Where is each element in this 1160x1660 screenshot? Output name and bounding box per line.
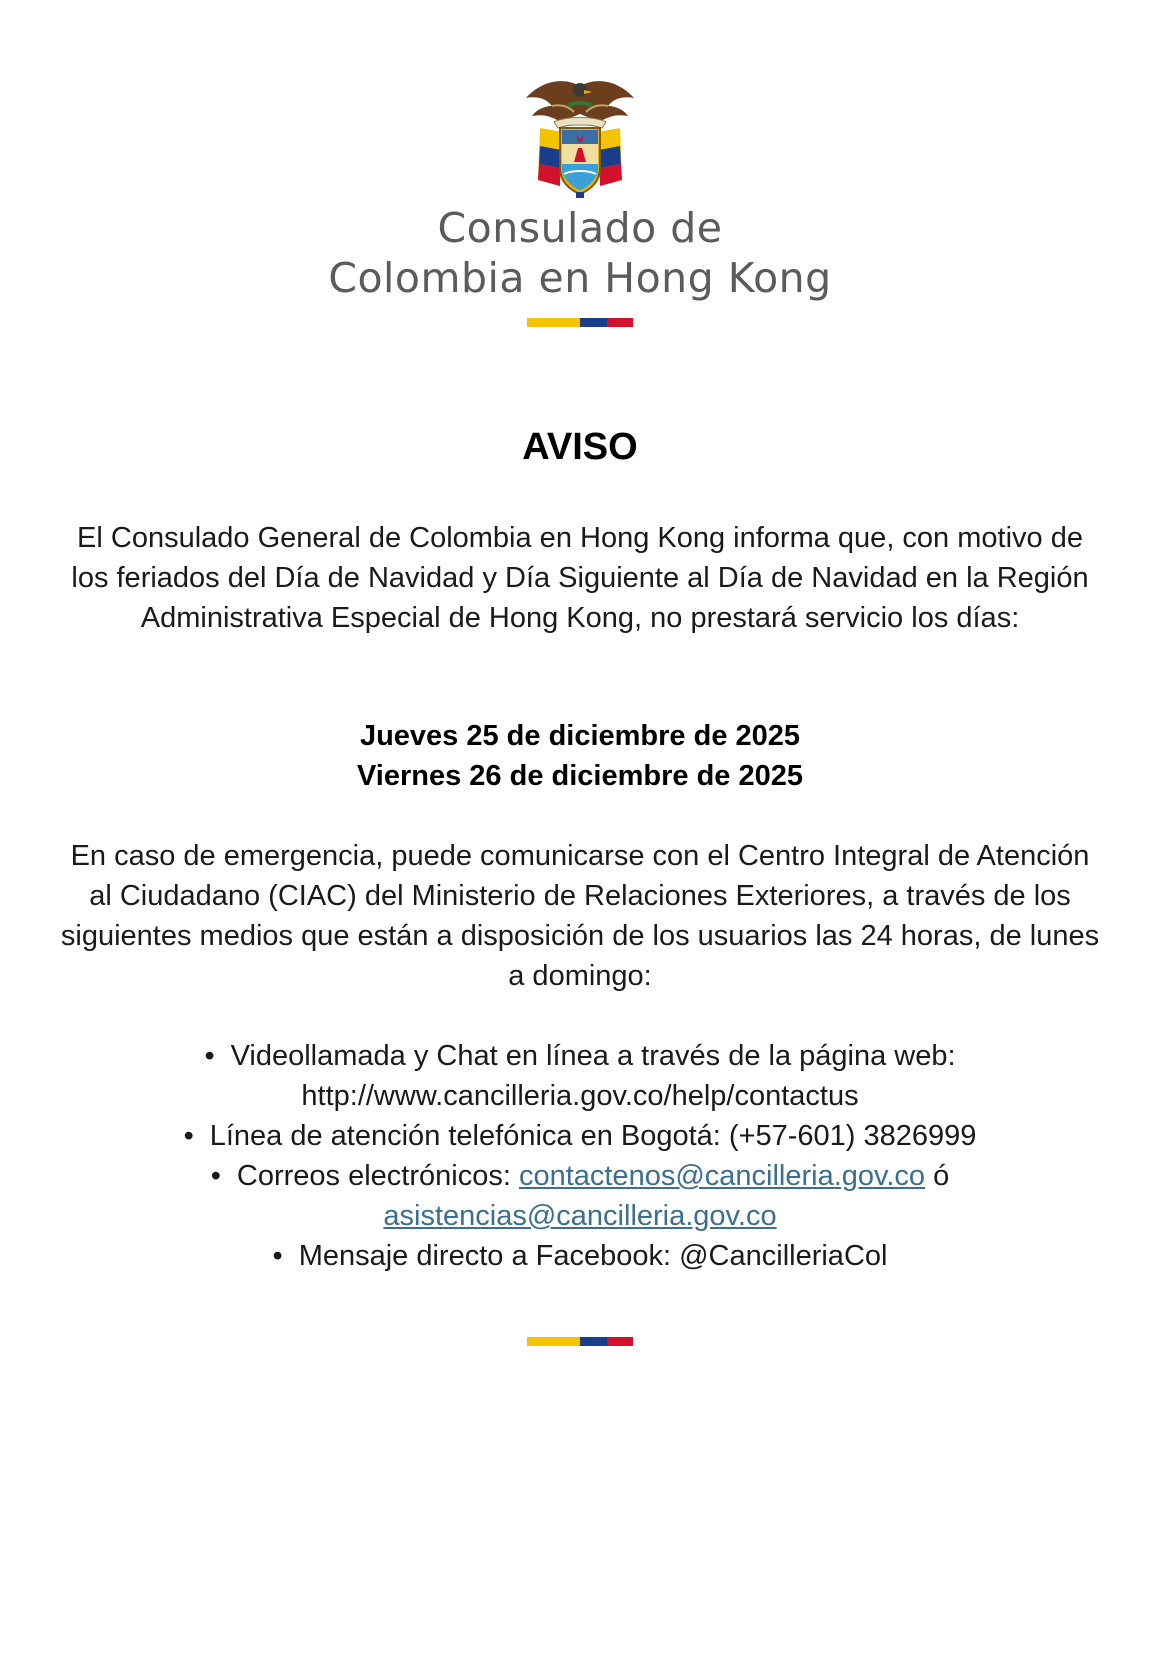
flag-color-bar-top [527, 318, 633, 327]
consulate-name-line1: Consulado de [437, 204, 723, 252]
emergency-text: En caso de emergencia, puede comunicarse con el Centro Integral de Atención al Ciudadano (CIAC) del Ministerio de Relaciones Exteriores, a través de los siguientes medios que están a disposición de los usuarios las 24 horas, de lunes a domingo: [60, 840, 1100, 992]
facebook-text: Mensaje directo a Facebook: @CancilleriaCol [298, 1240, 888, 1272]
list-item-facebook [0, 1236, 1160, 1276]
email-or-text: ó [933, 1160, 950, 1192]
flag-blue-segment [580, 1337, 607, 1346]
flag-color-bar-bottom [527, 1337, 633, 1346]
list-item-video-url [0, 1076, 1160, 1116]
bullet-icon: • [183, 1120, 194, 1152]
list-item-email-2 [0, 1196, 1160, 1236]
contact-list [0, 1036, 1160, 1276]
email-label: Correos electrónicos: [236, 1160, 511, 1192]
notice-intro: El Consulado General de Colombia en Hong Kong informa que, con motivo de los feriados del Día de Navidad y Día Siguiente al Día de Navidad en la Región Administrativa Especial de Hong Kong, no prestará servicio los días: [71, 522, 1089, 634]
list-item-video [0, 1036, 1160, 1076]
list-item-phone [0, 1116, 1160, 1156]
consulate-name-line2: Colombia en Hong Kong [328, 254, 832, 302]
notice-title: AVISO [522, 426, 638, 468]
list-item-email [0, 1156, 1160, 1196]
flag-red-segment [607, 1337, 634, 1346]
closure-dates [0, 716, 1160, 796]
flag-yellow-segment [527, 1337, 580, 1346]
bullet-icon: • [210, 1160, 221, 1192]
flag-yellow-segment [527, 318, 580, 327]
video-chat-label: Videollamada y Chat en línea a través de la página web: [230, 1040, 956, 1072]
email-link-contactenos[interactable]: contactenos@cancilleria.gov.co [518, 1160, 926, 1192]
contact-url-link[interactable]: http://www.cancilleria.gov.co/help/contactus [301, 1080, 859, 1112]
bullet-icon: • [204, 1040, 215, 1072]
closure-date-1: Jueves 25 de diciembre de 2025 [359, 720, 801, 752]
phone-line-text: Línea de atención telefónica en Bogotá: (+57-601) 3826999 [209, 1120, 977, 1152]
bullet-icon: • [272, 1240, 283, 1272]
flag-blue-segment [580, 318, 607, 327]
email-link-asistencias[interactable]: asistencias@cancilleria.gov.co [383, 1200, 777, 1232]
coat-of-arms-icon [522, 76, 638, 200]
flag-red-segment [607, 318, 634, 327]
closure-date-2: Viernes 26 de diciembre de 2025 [356, 760, 803, 792]
